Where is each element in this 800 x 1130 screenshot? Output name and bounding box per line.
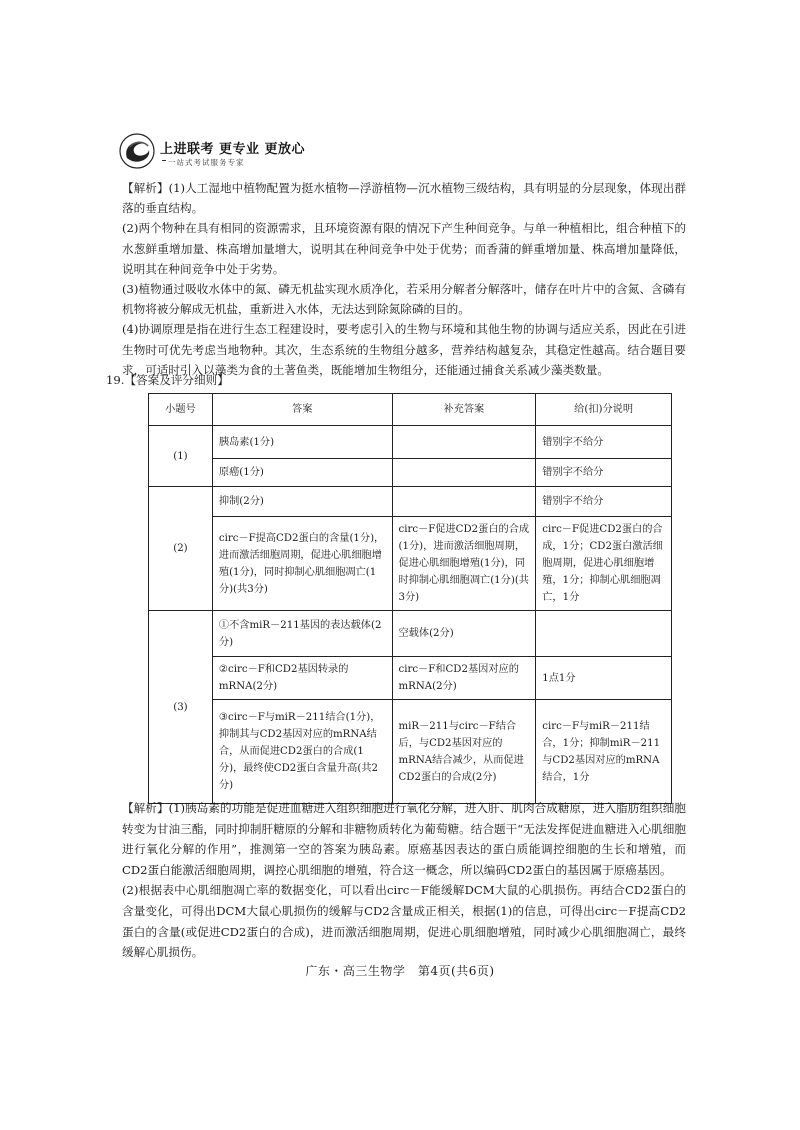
table-row: [149, 459, 672, 487]
analysis-q19: [122, 798, 686, 963]
answer-cell: 胰岛素(1分): [212, 426, 392, 459]
analysis-paragraph: 【解析】(1)人工湿地中植物配置为挺水植物—浮游植物—沉水植物三级结构，具有明显的分层现象，体现出群落的垂直结构。: [122, 181, 686, 216]
table-row: [149, 611, 672, 657]
logo-dash: [162, 160, 166, 161]
answer-cell: 原癌(1分): [212, 459, 392, 487]
answer-cell: ③circ－F与miR－211结合(1分)，抑制其与CD2基因对应的mRNA结合，从而促进CD2蛋白的合成(1分)，最终使CD2蛋白含量升高(共2分): [212, 700, 392, 804]
scoring-table: [148, 393, 672, 804]
note-cell: circ－F与miR－211结合，1分；抑制miR－211与CD2基因对应的mRNA结合，1分: [536, 700, 672, 804]
analysis-paragraph: 【解析】(1)胰岛素的功能是促进血糖进入组织细胞进行氧化分解，进入肝、肌肉合成糖原，进入脂肪组织细胞转变为甘油三酯，同时抑制肝糖原的分解和非糖物质转化为葡萄糖。结合题干“无法发挥促进血糖进入心肌细胞进行氧化分解的作用”，推测第一空的答案为胰岛素。原癌基因表达的蛋白质能调控细胞的生长和增殖，而CD2蛋白能激活细胞周期，调控心肌细胞的增殖，符合这一概念，所以编码CD2蛋白的基因属于原癌基因。: [122, 801, 686, 877]
logo-subtitle: 一站式考试服务专家: [168, 158, 245, 167]
note-cell: 错别字不给分: [536, 459, 672, 487]
table-header: 答案: [212, 394, 392, 426]
table-row: [149, 657, 672, 700]
table-row: [149, 426, 672, 459]
analysis-paragraph: (2)根据表中心肌细胞凋亡率的数据变化，可以看出circ－F能缓解DCM大鼠的心肌损伤。再结合CD2蛋白的含量变化，可得出DCM大鼠心肌损伤的缓解与CD2含量成正相关，根据(1)的信息，可得出circ－F提高CD2蛋白的含量(或促进CD2蛋白的合成)，进而激活细胞周期，促进心肌细胞增殖，同时减少心肌细胞凋亡，最终缓解心肌损伤。: [122, 883, 686, 960]
analysis-q18: [122, 178, 686, 380]
subquestion-number: (2): [149, 487, 213, 611]
page-footer: 广东・高三生物学 第4页(共6页): [305, 964, 495, 978]
supplement-cell: [392, 426, 536, 459]
table-header: 给(扣)分说明: [536, 394, 672, 426]
question-19-title: 19.【答案及评分细则】: [106, 373, 229, 387]
analysis-paragraph: (3)植物通过吸收水体中的氮、磷无机盐实现水质净化，若采用分解者分解落叶，储存在叶片中的含氮、含磷有机物将被分解成无机盐，重新进入水体，无法达到除氮除磷的目的。: [122, 282, 686, 317]
table-row: [149, 517, 672, 611]
analysis-paragraph: (4)协调原理是指在进行生态工程建设时，要考虑引入的生物与环境和其他生物的协调与适应关系，因此在引进生物时可优先考虑当地物种。其次，生态系统的生物组分越多，营养结构越复杂，其稳定性越高。结合题目要求，可适时引入以藻类为食的土著鱼类，既能增加生物组分，还能通过捕食关系减少藻类数量。: [122, 322, 686, 377]
note-cell: [536, 611, 672, 657]
note-cell: circ－F促进CD2蛋白的合成，1分；CD2蛋白激活细胞周期，促进心肌细胞增殖，1分；抑制心肌细胞凋亡，1分: [536, 517, 672, 611]
table-row: [149, 487, 672, 517]
answer-cell: 抑制(2分): [212, 487, 392, 517]
table-row: [149, 700, 672, 804]
analysis-paragraph: (2)两个物种在具有相同的资源需求，且环境资源有限的情况下产生种间竞争。与单一种植相比，组合种植下的水葱鲜重增加量、株高增加量增大，说明其在种间竞争中处于优势；而香蒲的鲜重增加量、株高增加量降低，说明其在种间竞争中处于劣势。: [122, 221, 686, 276]
subquestion-number: (1): [149, 426, 213, 487]
supplement-cell: 空载体(2分): [392, 611, 536, 657]
note-cell: 错别字不给分: [536, 426, 672, 459]
note-cell: 1点1分: [536, 657, 672, 700]
supplement-cell: [392, 487, 536, 517]
subquestion-number: (3): [149, 611, 213, 804]
table-header-row: [149, 394, 672, 426]
answer-cell: circ－F提高CD2蛋白的含量(1分)，进而激活细胞周期，促进心肌细胞增殖(1分)，同时抑制心肌细胞凋亡(1分)(共3分): [212, 517, 392, 611]
supplement-cell: circ－F促进CD2蛋白的合成(1分)，进而激活细胞周期，促进心肌细胞增殖(1分)，同时抑制心肌细胞凋亡(1分)(共3分): [392, 517, 536, 611]
supplement-cell: miR－211与circ－F结合后，与CD2基因对应的mRNA结合减少，从而促进CD2蛋白的合成(2分): [392, 700, 536, 804]
table-header: 小题号: [149, 394, 213, 426]
answer-cell: ①不含miR－211基因的表达载体(2分): [212, 611, 392, 657]
note-cell: 错别字不给分: [536, 487, 672, 517]
brand-logo: [118, 132, 338, 172]
logo-swirl-icon: [118, 132, 156, 170]
supplement-cell: circ－F和CD2基因对应的mRNA(2分): [392, 657, 536, 700]
logo-title: 上进联考 更专业 更放心: [160, 142, 306, 157]
answer-cell: ②circ－F和CD2基因转录的mRNA(2分): [212, 657, 392, 700]
supplement-cell: [392, 459, 536, 487]
table-header: 补充答案: [392, 394, 536, 426]
